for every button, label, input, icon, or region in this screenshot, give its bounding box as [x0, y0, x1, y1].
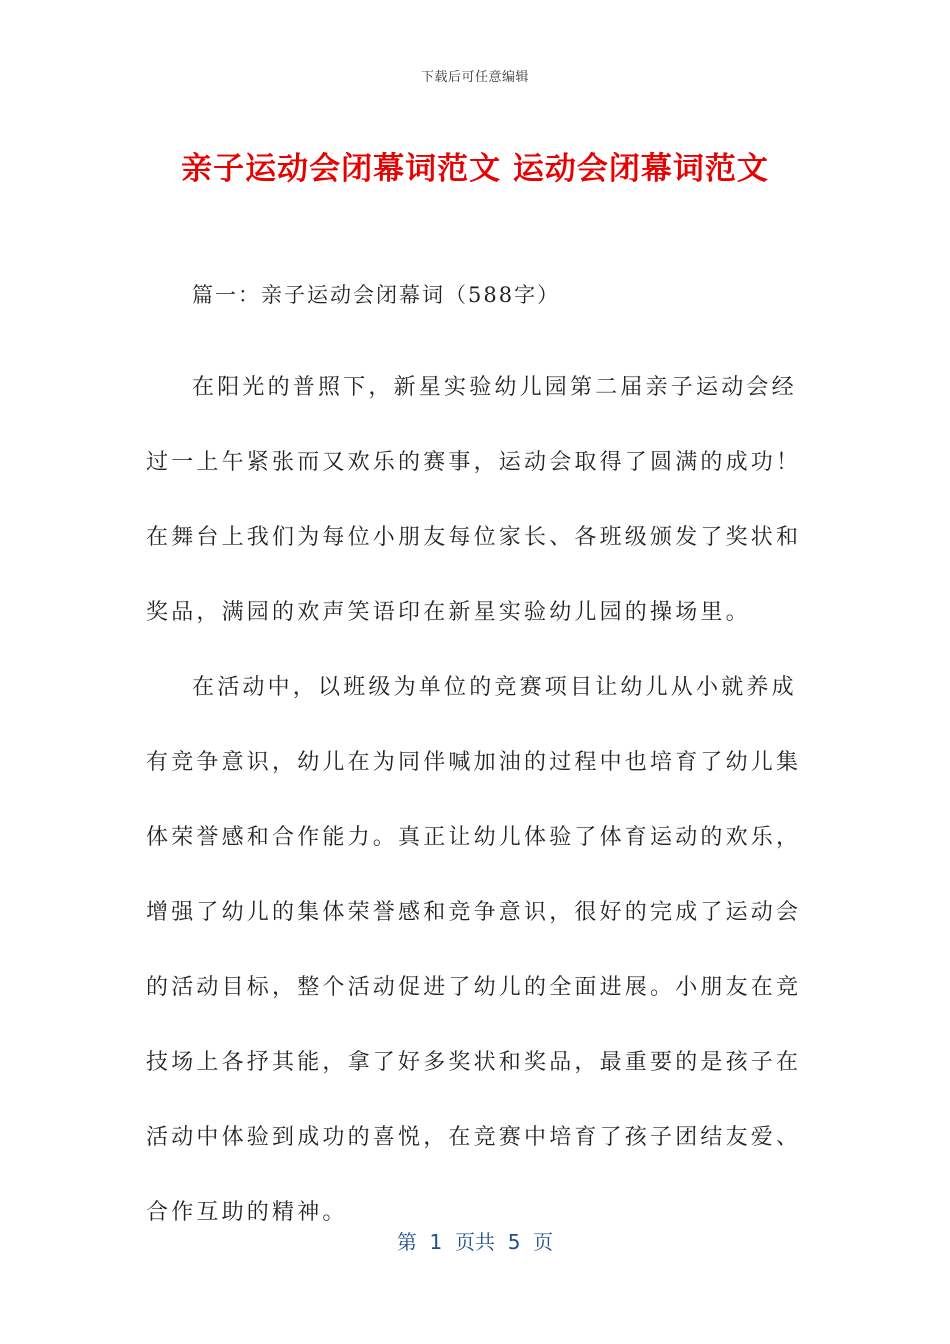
document-body [146, 276, 806, 1250]
paragraph-2: 在活动中，以班级为单位的竞赛项目让幼儿从小就养成有竞争意识，幼儿在为同伴喊加油的过程中也培育了幼儿集体荣誉感和合作能力。真正让幼儿体验了体育运动的欢乐，增强了幼儿的集体荣誉感和竞争意识，很好的完成了运动会的活动目标，整个活动促进了幼儿的全面进展。小朋友在竞技场上各抒其能，拿了好多奖状和奖品，最重要的是孩子在活动中体验到成功的喜悦，在竞赛中培育了孩子团结友爱、合作互助的精神。 [146, 675, 802, 1225]
document-title: 亲子运动会闭幕词范文 运动会闭幕词范文 [181, 151, 769, 187]
section-heading: 篇一：亲子运动会闭幕词（588字） [192, 283, 561, 307]
header-note: 下载后可任意编辑 [420, 70, 529, 85]
paragraph-1: 在阳光的普照下，新星实验幼儿园第二届亲子运动会经过一上午紧张而又欢乐的赛事，运动会取得了圆满的成功！在舞台上我们为每位小朋友每位家长、各班级颁发了奖状和奖品，满园的欢声笑语印在新星实验幼儿园的操场里。 [146, 375, 802, 625]
page-number-footer: 第 1 页共 5 页 [396, 1230, 554, 1254]
